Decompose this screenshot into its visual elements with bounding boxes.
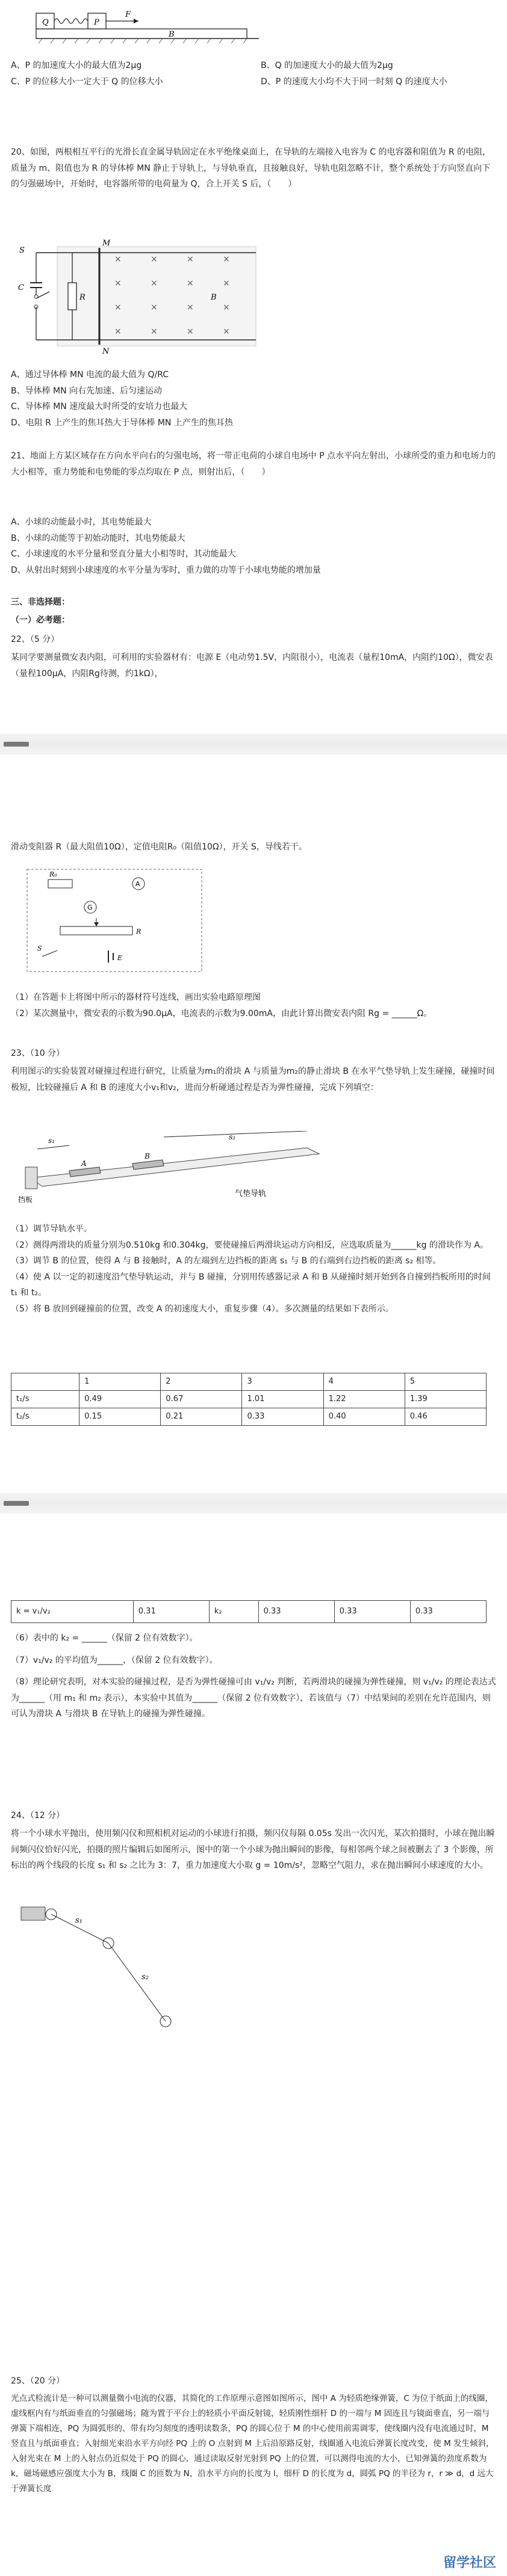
label-m: M xyxy=(102,239,111,248)
q21-option-d: D、从射出时刻到小球速度的水平分量为零时，重力做的功等于小球电势能的增加量 xyxy=(11,565,321,575)
footer-logo: 留学社区 xyxy=(443,2556,496,2571)
q19-option-a: A、P 的加速度大小的最大值为2μg xyxy=(11,61,142,70)
hatching xyxy=(39,39,247,43)
label-b: B xyxy=(211,293,217,302)
label-a: A xyxy=(81,1159,87,1168)
air-track xyxy=(30,1148,319,1186)
q23-sub-1: （1）调节导轨水平。 xyxy=(11,1224,92,1234)
q23-sub-5: （5）将 B 放回到碰撞前的位置，改变 A 的初速度大小，重复步骤（4）。多次测量的结果如下表所示。 xyxy=(11,1304,394,1314)
q21-option-c: C、小球速度的水平分量和竖直分量大小相等时，其动能最大 xyxy=(11,549,236,559)
label-r0: R₀ xyxy=(49,870,57,878)
q19-option-c: C、P 的位移大小一定大于 Q 的位移大小 xyxy=(11,76,163,87)
rheostat-r xyxy=(60,926,132,935)
label-g: G xyxy=(87,904,93,911)
svg-text:×: × xyxy=(151,254,158,264)
table-row: k = v₁/v₂ 0.31 k₂ 0.33 0.33 0.33 xyxy=(11,1601,487,1623)
switch-s xyxy=(36,292,49,298)
table-row: t₁/s 0.49 0.67 1.01 1.22 1.39 xyxy=(11,1391,487,1408)
q22-figure xyxy=(24,866,205,975)
label-r: R xyxy=(136,928,142,935)
q23-table2 xyxy=(11,1600,487,1623)
resistor-r xyxy=(68,283,76,310)
left-baffle xyxy=(25,1167,37,1189)
q21-options xyxy=(11,514,496,578)
q24-text: 将一个小球水平抛出，使用频闪仪和照相机对运动的小球进行拍摄，频闪仪每隔 0.05s 发出一次闪光，某次拍摄时，小球在抛出瞬间频闪仪恰好闪光，拍摄的照片编辑后如图所示，图中的第一个小球为抛出瞬间的影像，每相邻两个球之间被删去了 3 个影像，所标出的两个线段的长度 s₁ 和 s₂ 之比为 3：7，重力加速度大小取 g = 10m/s²，忽略空气阻力，求在抛出瞬间小球速度的大小。 xyxy=(11,1829,495,1871)
q20-figure xyxy=(12,235,265,358)
page-separator xyxy=(0,1493,507,1514)
q22-text: 某同学要测量微安表内阻，可利用的实验器材有：电源 E（电动势1.5V，内阻很小），电流表（量程10mA，内阻约10Ω），微安表（量程100μA，内阻Rg待测，约1kΩ）， xyxy=(11,653,493,679)
launcher xyxy=(21,1907,45,1920)
plate-b xyxy=(36,29,247,39)
label-s1: s₁ xyxy=(75,1916,82,1925)
q24-figure xyxy=(18,1901,217,2039)
q19-option-d: D、P 的速度大小均不大于同一时刻 Q 的速度大小 xyxy=(261,76,447,87)
dimension-s2 xyxy=(164,1131,307,1137)
q20-option-c: C、导体棒 MN 速度最大时所受的安培力也最大 xyxy=(11,402,188,412)
q23-sub-6: （6）表中的 k₂ = ______（保留 2 位有效数字）。 xyxy=(11,1633,198,1643)
svg-text:×: × xyxy=(223,303,230,312)
page-separator xyxy=(0,734,507,754)
q20-option-b: B、导体棒 MN 向右先加速、后匀速运动 xyxy=(11,386,163,396)
svg-text:×: × xyxy=(187,303,194,312)
q22-sub-1: （1）在答题卡上将图中所示的器材符号连线，画出实验电路原理图 xyxy=(11,993,261,1002)
q23-sub-8: （8）理论研究表明，对本实验的碰撞过程，是否为弹性碰撞可由 v₁/v₂ 判断，若两滑块的碰撞为弹性碰撞，则 v₁/v₂ 的理论表达式为______（用 m₁ 和 m₂ 表示），本实验中其值为______（保留 2 位有效数字），若该值与（7）中结果间的差别在允许范围内，则可认为滑块 A 与滑块 B 在导轨上的碰撞为弹性碰撞。 xyxy=(11,1677,496,1719)
q24-score: 24、（12 分） xyxy=(11,1811,65,1820)
label-rail: 气垫导轨 xyxy=(235,1189,267,1198)
svg-text:×: × xyxy=(151,327,158,336)
q23-sub-3: （3）调节 B 的位置，使得 A 与 B 接触时，A 的左端到左边挡板的距离 s₁ 与 B 的右端到右边挡板的距离 s₂ 相等。 xyxy=(11,1256,441,1266)
svg-text:×: × xyxy=(114,303,122,312)
label-baffle: 挡板 xyxy=(18,1195,33,1204)
q20-option-a: A、通过导体棒 MN 电流的最大值为 Q/RC xyxy=(11,370,169,380)
label-s: S xyxy=(37,944,42,952)
q25-score: 25、（20 分） xyxy=(11,2376,65,2386)
q19-option-b: B、Q 的加速度大小的最大值为2μg xyxy=(261,61,393,70)
q23-figure xyxy=(18,1131,331,1212)
label-b: B xyxy=(169,30,175,39)
q23-sub-7: （7）v₁/v₂ 的平均值为______，（保留 2 位有效数字）。 xyxy=(11,1655,218,1665)
svg-text:×: × xyxy=(151,279,158,288)
q23-score: 23、（10 分） xyxy=(11,1049,65,1058)
resistor-r0 xyxy=(48,880,72,888)
section-title: 三、非选择题： xyxy=(11,597,70,607)
q20-option-d: D、电阻 R 上产生的焦耳热大于导体棒 MN 上产生的焦耳热 xyxy=(11,418,233,428)
svg-text:×: × xyxy=(223,279,230,288)
q21-option-a: A、小球的动能最小时，其电势能最大 xyxy=(11,517,152,527)
svg-text:×: × xyxy=(187,254,194,264)
svg-text:×: × xyxy=(223,327,230,336)
label-r: R xyxy=(79,293,86,302)
q21-option-b: B、小球的动能等于初始动能时，其电势能最大 xyxy=(11,533,185,543)
dimension-s1 xyxy=(37,1145,69,1149)
q23-sub-2: （2）测得两滑块的质量分别为0.510kg 和0.304kg，要使碰撞后两滑块运动方向相反，应选取质量为______kg 的滑块作为 A。 xyxy=(11,1240,488,1250)
label-b: B xyxy=(145,1152,150,1160)
q25-text: 光点式检流计是一种可以测量微小电流的仪器，其简化的工作原理示意图如图所示，图中 A 为轻质绝缘弹簧，C 为位于纸面上的线圈，虚线框内有与纸面垂直的匀强磁场；随为置于平台上的轻质小平面反射镜，轻质刚性细杆 D 的一端与 M 固连且与镜面垂直，另一端与弹簧下端相连，PQ 为圆弧形的、带有均匀刻度的透明读数条，PQ 的圆心位于 M 的中心使用前需调零，使线圈内没有电流通过时，M 竖直且与纸面垂直；入射细光束沿水平方向经 PQ 上的 O 点射到 M 上后沿原路反射，线圈通入电流后弹簧长度改变，使 M 发生倾斜，入射光束在 M 上的入射点仍近似处于 PQ 的圆心，通过读取反射光射到 PQ 上的位置，可以测得电流的大小，已知弹簧的劲度系数为 k，磁场磁感应强度大小为 B，线圈 C 的匝数为 N，沿水平方向的长度为 l，细杆 D 的长度为 d，圆弧 PQ 的半径为 r，r ≫ d，d 远大于弹簧长度 xyxy=(11,2394,494,2494)
table-row: t₂/s 0.15 0.21 0.33 0.40 0.46 xyxy=(11,1408,487,1426)
q23-sub xyxy=(11,1221,496,1317)
q21-text: 21、地面上方某区域存在方向水平向右的匀强电场，将一带正电荷的小球自电场中 P 点水平向左射出，小球所受的重力和电场力的大小相等，重力势能和电势能的零点均取在 P 点，则射出后，（ ） xyxy=(11,451,496,477)
q20-text: 20、如图，两根相互平行的光滑长直金属导轨固定在水平绝缘桌面上，在导轨的左端接入电容为 C 的电容器和阻值为 R 的电阻，质量为 m、阻值也为 R 的导体棒 MN 静止于导轨上，与导轨垂直，且接触良好，导轨电阻忽略不计，整个系统处于方向竖直向下的匀强磁场中，开始时，电容器所带的电荷量为 Q，合上开关 S 后，（ ） xyxy=(11,147,491,190)
label-s1: s₁ xyxy=(48,1136,55,1145)
q19-figure xyxy=(18,5,271,47)
q23-table2-wrap xyxy=(11,1600,496,1623)
label-q: Q xyxy=(42,18,49,27)
svg-text:×: × xyxy=(114,279,122,288)
svg-text:×: × xyxy=(187,327,194,336)
label-f: F xyxy=(125,10,131,19)
label-c: C xyxy=(18,283,24,292)
table-header-row: 1 2 3 4 5 xyxy=(11,1373,487,1391)
svg-text:×: × xyxy=(151,303,158,312)
svg-text:×: × xyxy=(187,279,194,288)
svg-text:×: × xyxy=(114,254,122,264)
label-e: E xyxy=(117,954,123,962)
q22-score: 22、（5 分） xyxy=(11,635,60,644)
q22-sub xyxy=(11,990,496,1021)
q19-options xyxy=(11,58,496,90)
q20-options xyxy=(11,367,496,431)
q23-sub-4: （4）使 A 以一定的初速度沿气垫导轨运动，并与 B 碰撞，分别用传感器记录 A 和 B 从碰撞时刻开始到各自撞到挡板所用的时间 t₁ 和 t₂。 xyxy=(11,1272,491,1298)
svg-text:×: × xyxy=(114,327,122,336)
q22-text2: 滑动变阻器 R（最大阻值10Ω），定值电阻R₀（阻值10Ω），开关 S，导线若干。 xyxy=(11,842,307,852)
label-s2: s₂ xyxy=(142,1973,149,1982)
q23-table1-wrap xyxy=(11,1373,496,1426)
label-s2: s₂ xyxy=(229,1133,235,1141)
svg-text:×: × xyxy=(223,254,230,264)
q23-sub2 xyxy=(11,1630,496,1722)
section-subtitle: （一）必考题： xyxy=(11,615,70,625)
label-a: A xyxy=(135,880,140,888)
q22-sub-2: （2）某次测量中，微安表的示数为90.0μA，电流表的示数为9.00mA，由此计算出微安表内阻 Rg = ______Ω。 xyxy=(11,1008,432,1018)
label-s: S xyxy=(19,246,25,255)
label-n: N xyxy=(102,347,110,356)
q23-table1 xyxy=(11,1373,487,1426)
spring xyxy=(54,19,88,23)
q23-text: 利用图示的实验装置对碰撞过程进行研究，让质量为m₁的滑块 A 与质量为m₂的静止滑块 B 在水平气垫导轨上发生碰撞，碰撞时间极短，比较碰撞后 A 和 B 的速度大小v₁和v₂，进而分析碰通过程是否为弹性碰撞，完成下列填空： xyxy=(11,1067,495,1092)
label-p: P xyxy=(94,18,99,27)
segment-s2 xyxy=(108,1943,166,2021)
